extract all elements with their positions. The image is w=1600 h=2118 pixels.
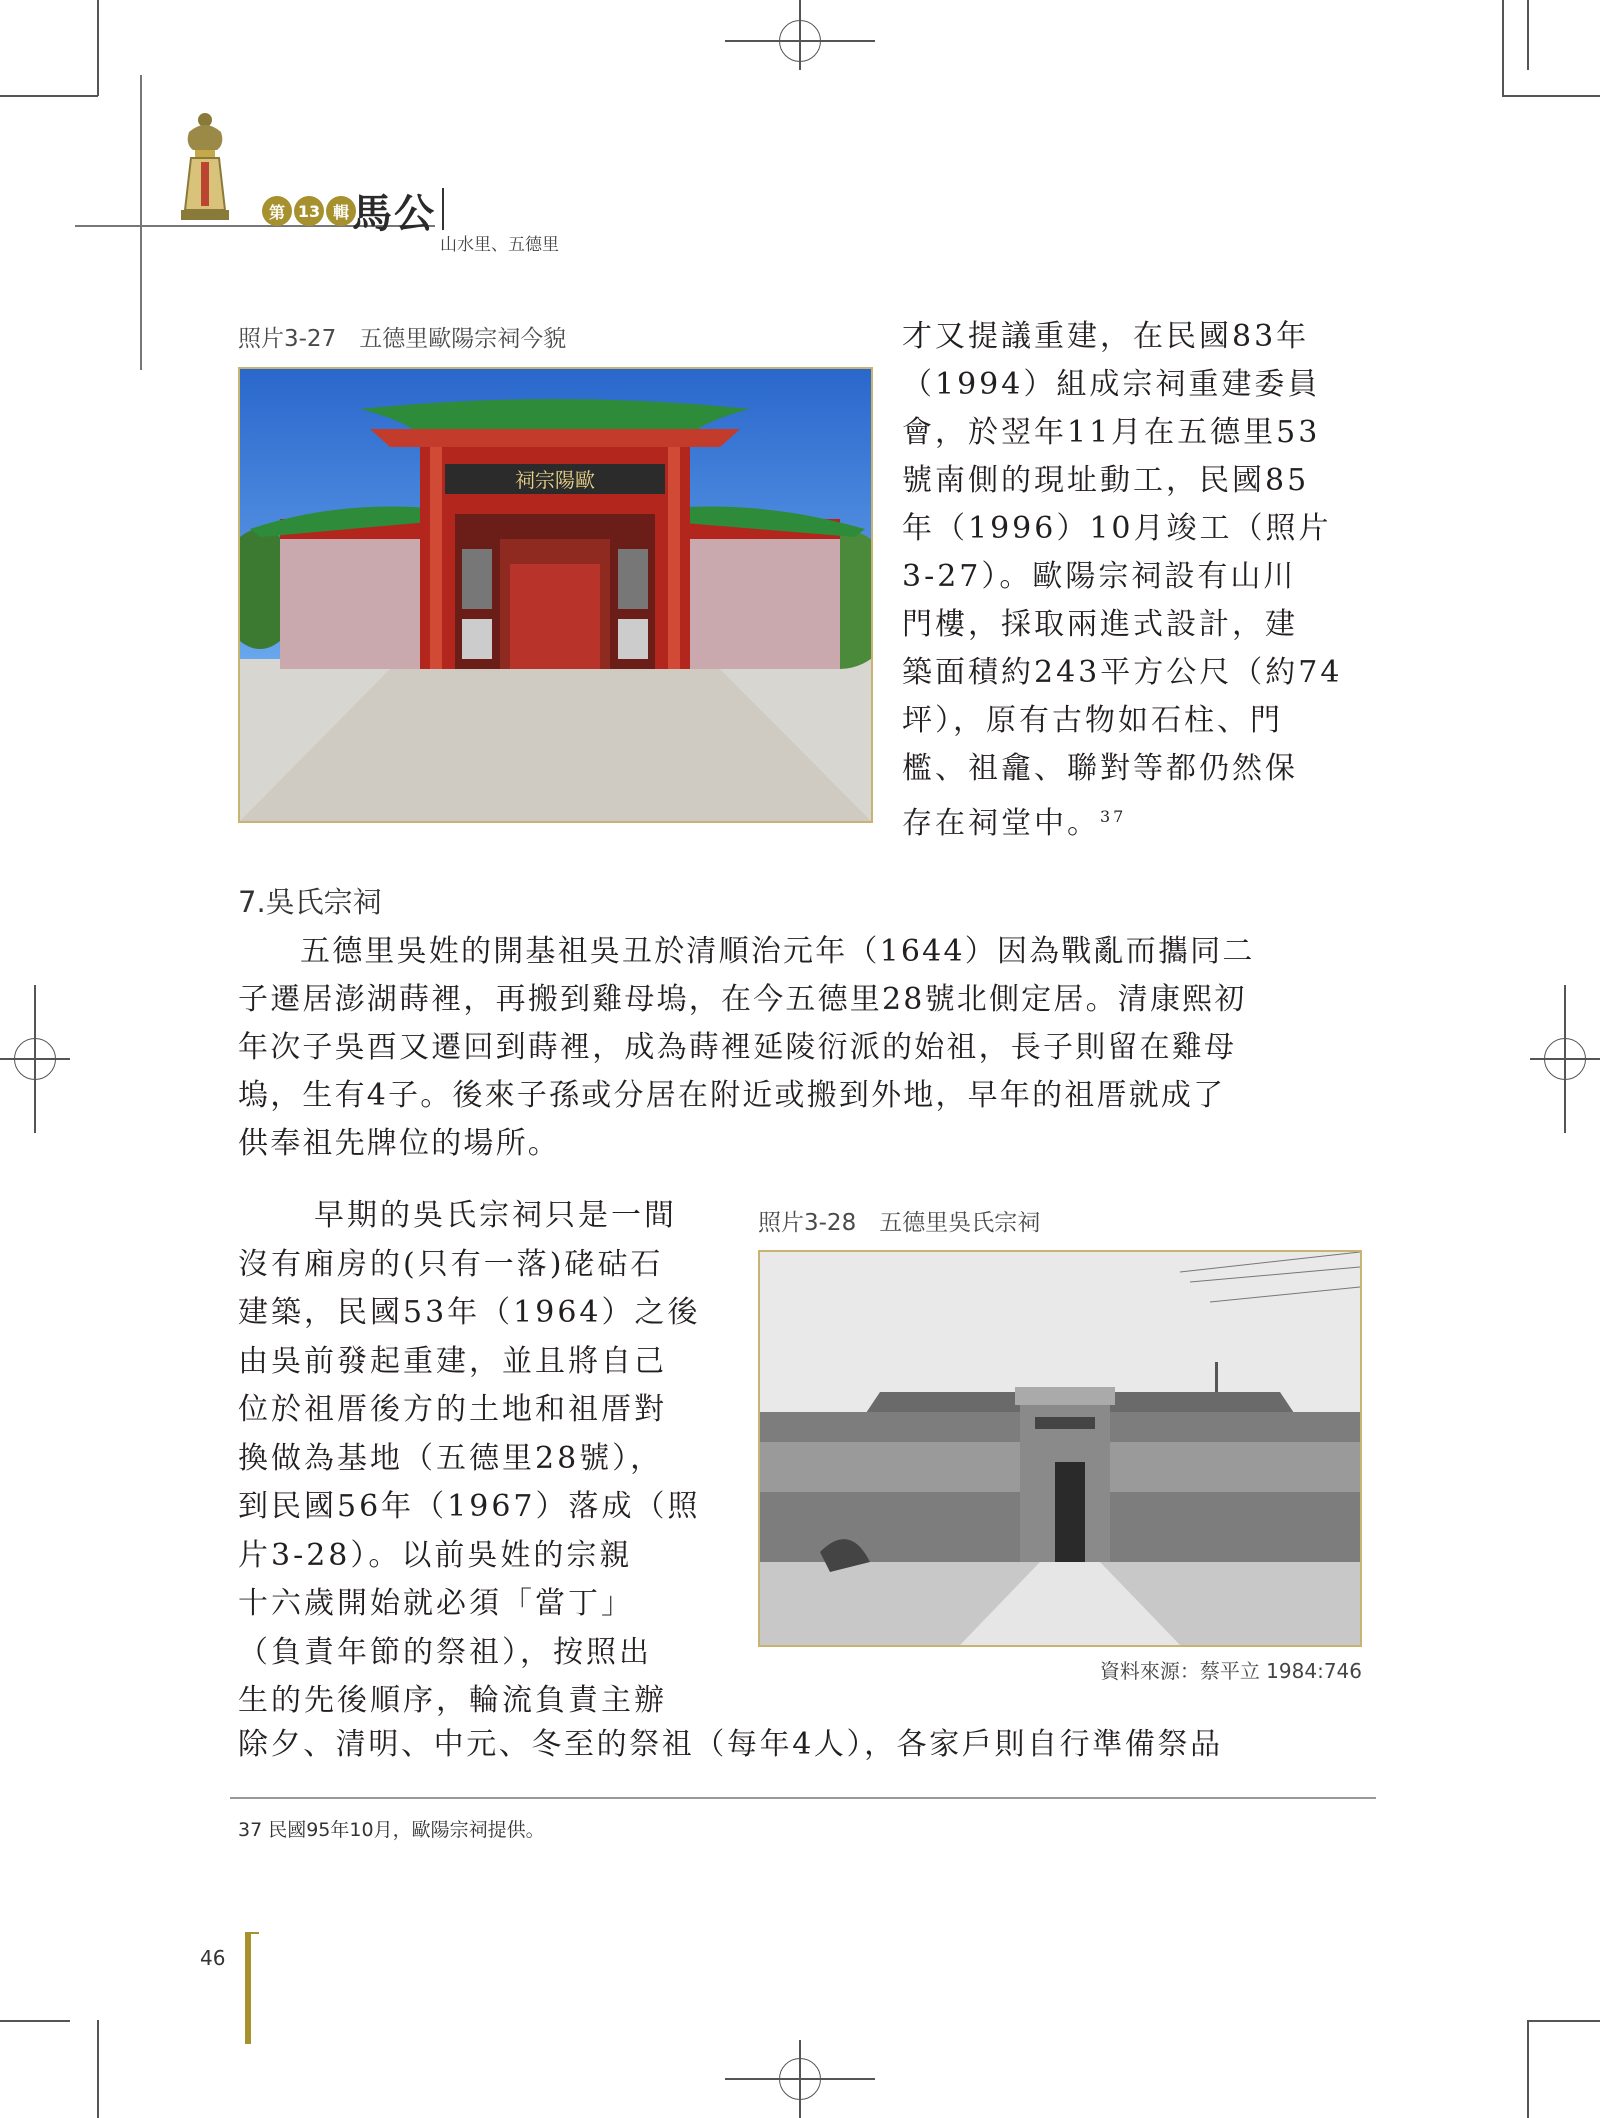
- wu-ancestral-hall-photo: [758, 1250, 1362, 1647]
- text-line: 片3-28）。以前吳姓的宗親: [238, 1537, 633, 1573]
- text-line: （負責年節的祭祖），按照出: [238, 1634, 652, 1670]
- text-line: 換做為基地（五德里28號），: [238, 1440, 664, 1476]
- series-title: 馬公: [352, 190, 436, 237]
- text-line: 沒有廂房的(只有一落)硓𥑮石: [238, 1246, 664, 1282]
- plaque-text: 祠宗陽歐: [515, 468, 595, 492]
- crop-mark: [1502, 95, 1600, 97]
- text-line: 才又提議重建，在民國83年: [902, 319, 1310, 354]
- text-line: （1994）組成宗祠重建委員: [902, 367, 1321, 402]
- photo-source: 資料來源：蔡平立 1984:746: [1099, 1659, 1362, 1683]
- section-heading: 7.吳氏宗祠: [238, 885, 382, 919]
- crop-mark: [1527, 2020, 1529, 2118]
- crop-mark: [1502, 0, 1504, 96]
- crop-mark: [97, 2020, 99, 2118]
- text-line: 塢，生有4子。後來子孫或分居在附近或搬到外地，早年的祖厝就成了: [238, 1078, 1226, 1113]
- paragraph-3-last-line: 除夕、清明、中元、冬至的祭祖（每年4人），各家戶則自行準備祭品: [238, 1727, 1223, 1762]
- page-marker-bar: [245, 1932, 251, 2044]
- text-line: 五德里吳姓的開基祖吳丑於清順治元年（1644）因為戰亂而攜同二: [300, 934, 1255, 969]
- paragraph-3: [238, 1192, 738, 1726]
- text-line: 年次子吳酉又遷回到蒔裡，成為蒔裡延陵衍派的始祖，長子則留在雞母: [238, 1030, 1237, 1065]
- page-marker-tick: [251, 1932, 259, 1934]
- text-line: 年（1996）10月竣工（照片: [902, 511, 1332, 546]
- lantern-emblem-icon: [175, 110, 235, 225]
- text-line: 號南側的現址動工，民國85: [902, 463, 1310, 498]
- text-line: 建築，民國53年（1964）之後: [238, 1295, 701, 1330]
- crop-mark: [0, 2020, 70, 2022]
- photo-caption: 照片3-27 五德里歐陽宗祠今貌: [238, 326, 567, 352]
- text-line: 坪），原有古物如石柱、門: [902, 703, 1283, 738]
- text-line: 檻、祖龕、聯對等都仍然保: [902, 751, 1298, 786]
- crop-mark: [0, 95, 98, 97]
- text-line: [902, 793, 1372, 848]
- page-number: 46: [200, 1946, 226, 1970]
- series-subtitle: 山水里、五德里: [440, 235, 559, 255]
- header-vertical-rule: [140, 75, 142, 370]
- text-line: 十六歲開始就必須「當丁」: [238, 1586, 634, 1621]
- text-line: 子遷居澎湖蒔裡，再搬到雞母塢，在今五德里28號北側定居。清康熙初: [238, 982, 1247, 1017]
- registration-circle: [1544, 1038, 1586, 1080]
- text-line: 會，於翌年11月在五德里53: [902, 415, 1321, 450]
- crop-mark: [1527, 0, 1529, 70]
- ouyang-ancestral-hall-image: [240, 369, 871, 821]
- paragraph-2: [238, 928, 1378, 1168]
- text-line: 位於祖厝後方的土地和祖厝對: [238, 1392, 667, 1427]
- title-divider: [442, 188, 444, 230]
- text-line: 供奉祖先牌位的場所。: [238, 1126, 560, 1161]
- wu-ancestral-hall-image: [760, 1252, 1360, 1645]
- registration-circle: [14, 1038, 56, 1080]
- footnote-rule: [230, 1797, 1376, 1799]
- crop-mark: [97, 0, 99, 96]
- chapter-badge-suffix: 輯: [326, 196, 356, 226]
- ancestral-hall-photo: [238, 367, 873, 823]
- registration-circle: [779, 20, 821, 62]
- photo-caption: 照片3-28 五德里吳氏宗祠: [758, 1210, 1041, 1236]
- footnote: 37 民國95年10月，歐陽宗祠提供。: [238, 1819, 545, 1841]
- paragraph-1: [902, 313, 1372, 848]
- chapter-badge-prefix: 第: [262, 196, 292, 226]
- text-line: 生的先後順序，輪流負責主辦: [238, 1683, 667, 1718]
- text-line: 由吳前發起重建，並且將自己: [238, 1343, 667, 1379]
- text-line: 到民國56年（1967）落成（照: [238, 1489, 701, 1524]
- crop-mark: [1527, 2020, 1600, 2022]
- text-line: 早期的吳氏宗祠只是一間: [314, 1198, 677, 1233]
- text-line: 3-27）。歐陽宗祠設有山川: [902, 559, 1297, 594]
- text-line: 門樓，採取兩進式設計，建: [902, 607, 1298, 642]
- text-line-end: 存在祠堂中。: [902, 806, 1100, 841]
- chapter-badge-number: 13: [294, 196, 324, 226]
- footnote-reference[interactable]: 37: [1100, 807, 1127, 826]
- text-line: 築面積約243平方公尺（約74: [902, 655, 1343, 690]
- registration-circle: [779, 2058, 821, 2100]
